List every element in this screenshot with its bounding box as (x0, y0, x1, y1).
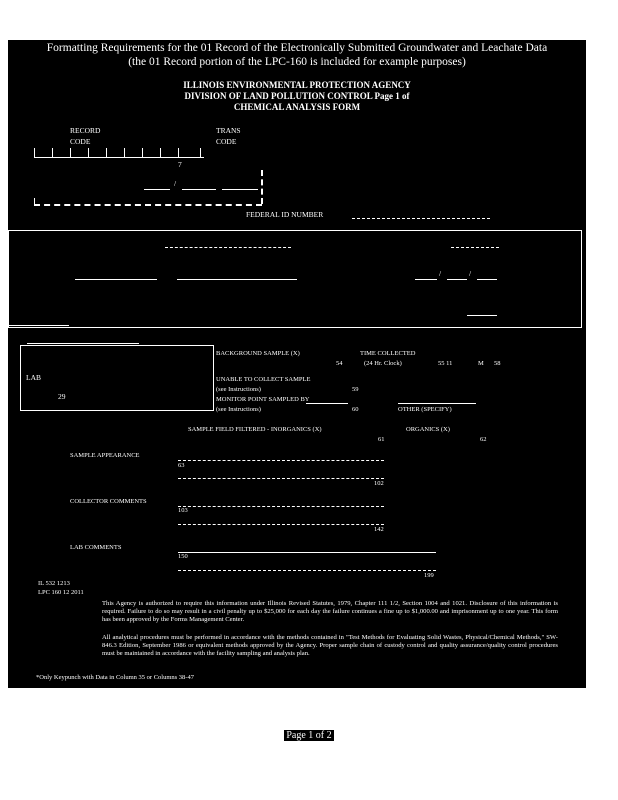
federal-id-label: FEDERAL ID NUMBER (246, 210, 324, 219)
field-filtered-num: 61 (378, 436, 385, 443)
date-year-field[interactable] (477, 279, 497, 280)
field-filtered-label: SAMPLE FIELD FILTERED - INORGANICS (X) (188, 426, 322, 433)
header-line-1: Formatting Requirements for the 01 Record of the Electronically Submitted Groundwater and Leachate Data (46, 42, 548, 54)
date-blank-1 (144, 189, 170, 190)
lab-comments-field-2[interactable] (178, 570, 436, 571)
scanned-form (8, 40, 586, 688)
box-left-tick (9, 325, 69, 326)
collector-comments-field-1[interactable] (178, 506, 384, 507)
time-collected-label: TIME COLLECTED (360, 350, 416, 357)
county-field[interactable] (75, 279, 157, 280)
lab-ref-field[interactable] (467, 315, 497, 316)
dashed-bracket-right (261, 170, 263, 204)
other-specify-label: OTHER (SPECIFY) (398, 406, 452, 413)
facility-name-field[interactable] (165, 247, 291, 248)
unable-collect-num: 59 (352, 386, 359, 393)
division-name: DIVISION OF LAND POLLUTION CONTROL Page 1 of (184, 91, 410, 101)
lab-number: 29 (58, 392, 66, 401)
city-field[interactable] (177, 279, 297, 280)
collector-comments-end: 142 (374, 526, 384, 533)
sample-appearance-field-1[interactable] (178, 460, 384, 461)
organics-num: 62 (480, 436, 487, 443)
page-number: Page 1 of 2 (286, 730, 332, 741)
unable-collect-label: UNABLE TO COLLECT SAMPLE (216, 376, 311, 383)
facility-number-field[interactable] (451, 247, 499, 248)
see-instructions-2: (see Instructions) (216, 406, 261, 413)
organics-label: ORGANICS (X) (406, 426, 450, 433)
form-id-il: IL 532 1213 (38, 580, 70, 587)
trans-code-label: TRANS (216, 126, 241, 135)
date-slash: / (174, 179, 177, 188)
lab-box (20, 345, 214, 411)
legal-paragraph-1: This Agency is authorized to require this information under Illinois Revised Statutes, 1979, Chapter 111 1/2, Section 1004 and 1021. Disclosure of this information is required. Failure to do so may result in a civil penalty up to $25,000 for each day the failure continues a fine up to $1,000.00 and imprisonment up to one year. This form has been approved by the Forms Management Center. (102, 600, 558, 624)
facility-info-box (8, 230, 582, 328)
monitor-point-num: 60 (352, 406, 359, 413)
code-seven: 7 (178, 160, 182, 169)
monitor-point-field[interactable] (306, 403, 348, 404)
sample-appearance-field-2[interactable] (178, 478, 384, 479)
collector-comments-field-2[interactable] (178, 524, 384, 525)
lab-comments-start: 150 (178, 553, 188, 560)
date-sep-2: / (469, 269, 472, 278)
record-code-label-2: CODE (70, 137, 91, 146)
sample-appearance-end: 102 (374, 480, 384, 487)
clock-label: (24 Hr. Clock) (364, 360, 402, 367)
lab-comments-end: 199 (424, 572, 434, 579)
other-specify-field[interactable] (398, 403, 476, 404)
lab-label: LAB (26, 373, 41, 382)
dashed-bracket-left (34, 198, 35, 205)
time-nums: 55 11 (438, 360, 453, 367)
lab-comments-field-1[interactable] (178, 552, 436, 553)
page-footer (0, 730, 618, 741)
header-line-2: (the 01 Record portion of the LPC-160 is included for example purposes) (128, 56, 466, 68)
date-day-field[interactable] (447, 279, 467, 280)
keypunch-note: *Only Keypunch with Data in Column 35 or Columns 38-47 (36, 674, 194, 681)
date-sep-1: / (439, 269, 442, 278)
background-sample-num: 54 (336, 360, 343, 367)
date-blank-3 (222, 189, 258, 190)
time-m-num: 58 (494, 360, 501, 367)
monitor-point-label: MONITOR POINT SAMPLED BY (216, 396, 310, 403)
legal-paragraph-2: All analytical procedures must be performed in accordance with the methods contained in "Test Methods for Evaluating Solid Wastes, Physical/Chemical Methods," SW-846.3 Edition, September 1986 or equivalent methods approved by the Agency. Proper sample chain of custody control and quality assurance/quality control procedures must be maintained in accordance with the facility sampling and analysis plan. (102, 634, 558, 658)
form-id-lpc: LPC 160 12 2011 (38, 589, 84, 596)
time-m: M (478, 360, 484, 367)
sample-appearance-label: SAMPLE APPEARANCE (70, 452, 140, 459)
background-sample-label: BACKGROUND SAMPLE (X) (216, 350, 300, 357)
lab-comments-label: LAB COMMENTS (70, 544, 122, 551)
date-blank-2 (182, 189, 216, 190)
collector-comments-label: COLLECTOR COMMENTS (70, 498, 147, 505)
lab-top-line (27, 343, 139, 344)
trans-code-label-2: CODE (216, 137, 237, 146)
form-title: CHEMICAL ANALYSIS FORM (233, 102, 361, 112)
see-instructions-1: (see Instructions) (216, 386, 261, 393)
date-month-field[interactable] (415, 279, 437, 280)
sample-appearance-start: 63 (178, 462, 185, 469)
federal-id-field[interactable] (352, 218, 490, 219)
agency-name: ILLINOIS ENVIRONMENTAL PROTECTION AGENCY (183, 80, 411, 90)
record-code-label: RECORD (70, 126, 101, 135)
collector-comments-start: 103 (178, 507, 188, 514)
dashed-bracket-bottom (34, 204, 262, 206)
